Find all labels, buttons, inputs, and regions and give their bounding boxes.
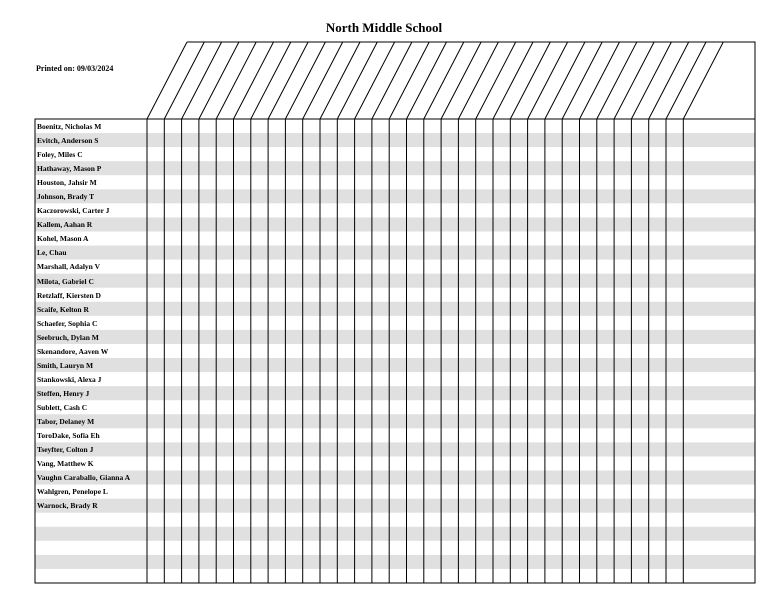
student-name: Houston, Jahsir M xyxy=(37,178,97,188)
column-header-slant xyxy=(234,42,274,119)
column-header-slant xyxy=(389,42,429,119)
column-header-slant xyxy=(458,42,498,119)
student-name: ToroDake, Sofia Eh xyxy=(37,431,100,441)
student-name: Seebruch, Dylan M xyxy=(37,332,99,342)
student-name: Stankowski, Alexa J xyxy=(37,374,102,384)
page-title: North Middle School xyxy=(325,20,443,35)
student-name: Evitch, Anderson S xyxy=(37,136,99,146)
student-name: Marshall, Adalyn V xyxy=(37,262,100,272)
column-header-slant xyxy=(476,42,516,119)
student-name-list xyxy=(37,120,152,513)
column-header-slant xyxy=(614,42,654,119)
student-name: Boenitz, Nicholas M xyxy=(37,122,102,131)
column-header-slant xyxy=(320,42,360,119)
student-name: Steffen, Henry J xyxy=(37,388,90,398)
student-name: Scaife, Kelton R xyxy=(37,304,89,314)
column-header-slant xyxy=(147,42,187,119)
column-header-slant xyxy=(303,42,343,119)
column-header-slant xyxy=(424,42,464,119)
student-name: Warnock, Brady R xyxy=(37,501,98,511)
student-name: Kaczorowski, Carter J xyxy=(37,206,110,216)
student-name: Vang, Matthew K xyxy=(37,459,94,469)
student-name: Wahlgren, Penelope L xyxy=(37,487,108,497)
student-name: Retzlaff, Kiersten D xyxy=(37,290,101,300)
student-name: Milota, Gabriel C xyxy=(37,276,94,286)
student-name: Skenandore, Aaven W xyxy=(37,346,109,356)
column-header-slant xyxy=(545,42,585,119)
student-name: Sublett, Cash C xyxy=(37,402,88,412)
column-header-slant xyxy=(372,42,412,119)
column-header-slant xyxy=(216,42,256,119)
student-name: Kohel, Mason A xyxy=(37,234,89,244)
column-header-slant xyxy=(510,42,550,119)
column-header-slant xyxy=(562,42,602,119)
column-header-slant xyxy=(649,42,689,119)
student-name: Johnson, Brady T xyxy=(37,192,95,202)
student-name: Vaughn Caraballo, Gianna A xyxy=(37,473,131,483)
header-border xyxy=(187,42,755,119)
student-name: Foley, Miles C xyxy=(37,150,83,160)
student-name: Hathaway, Mason P xyxy=(37,164,102,174)
column-header-slant xyxy=(407,42,447,119)
column-header-slant xyxy=(597,42,637,119)
column-header-slant xyxy=(493,42,533,119)
column-header-slant xyxy=(182,42,222,119)
column-header-slant xyxy=(580,42,620,119)
column-header-slant xyxy=(337,42,377,119)
column-header-slant xyxy=(631,42,671,119)
student-name: Le, Chau xyxy=(37,248,67,258)
column-header-slant xyxy=(199,42,239,119)
column-header-slant xyxy=(441,42,481,119)
student-name: Schaefer, Sophia C xyxy=(37,318,98,328)
column-header-slant xyxy=(683,42,723,119)
student-name: Tseyfter, Colton J xyxy=(37,445,94,455)
row-stripe xyxy=(35,555,755,569)
student-name: Smith, Lauryn M xyxy=(37,360,94,370)
column-header-slant xyxy=(666,42,706,119)
column-header-slant xyxy=(268,42,308,119)
student-name: Tabor, Delaney M xyxy=(37,416,95,426)
printed-date: Printed on: 09/03/2024 xyxy=(36,64,114,73)
row-stripe xyxy=(35,527,755,541)
column-header-slant xyxy=(528,42,568,119)
student-name: Kallem, Aahan R xyxy=(37,220,93,230)
column-header-slant xyxy=(285,42,325,119)
column-header-slant xyxy=(355,42,395,119)
column-header-slant xyxy=(251,42,291,119)
column-header-slant xyxy=(164,42,204,119)
